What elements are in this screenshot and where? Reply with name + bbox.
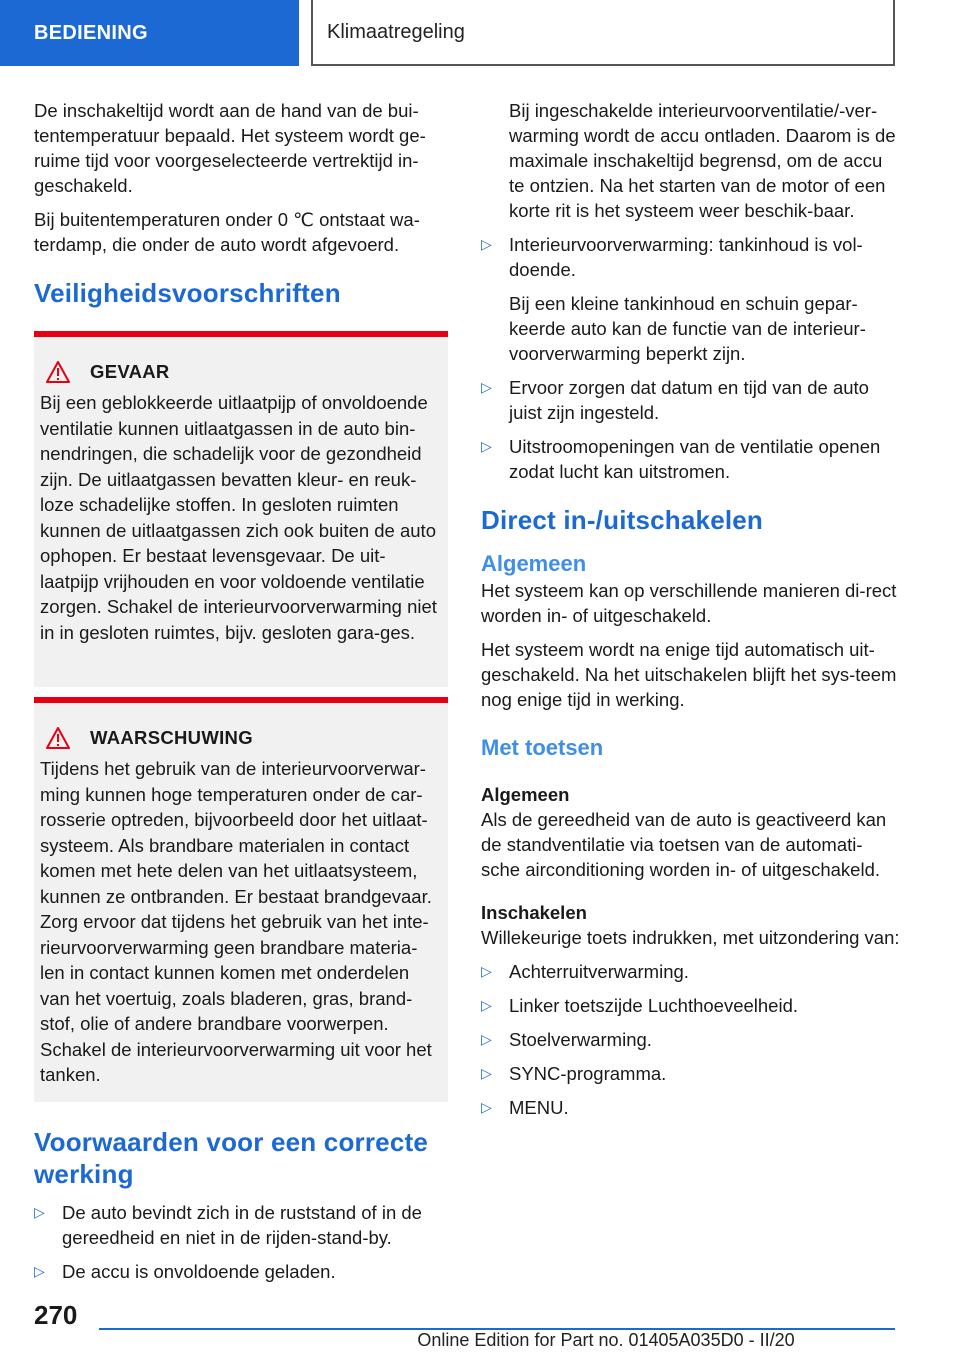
list-item: ▷ De accu is onvoldoende geladen. <box>34 1261 336 1282</box>
chapter-title: Klimaatregeling <box>327 20 465 43</box>
intro-paragraph: De inschakeltijd wordt aan de hand van de bui-tentemperatuur bepaald. Het systeem wordt ge-ruime tijd voor voorgeselecteerde vertrektijd in-geschakeld. <box>34 100 426 196</box>
general-heading: Algemeen <box>481 551 587 576</box>
conditions-list <box>34 1200 448 1284</box>
bullet-triangle-icon: ▷ <box>481 1031 492 1047</box>
buttons-heading: Met toetsen <box>481 735 604 760</box>
bullet-triangle-icon: ▷ <box>481 1099 492 1115</box>
bullet-triangle-icon: ▷ <box>481 236 492 252</box>
warning-text: Tijdens het gebruik van de interieurvoorverwar-ming kunnen hoge temperaturen onder de car-rosserie optreden, bijvoorbeeld door het uitlaat-systeem. Als brandbare materialen in contact komen met hete delen van het uitlaatsysteem, kunnen ze ontbranden. Er bestaat brandgevaar. Zorg ervoor dat tijdens het gebruik van het inte-rieurvoorverwarming geen brandbare materia-len in contact kunnen komen met onderdelen van het voertuig, zoals bladeren, gras, brand-stof, olie of andere brandbare voorwerpen. Schakel de interieurvoorverwarming uit voor het tanken. <box>40 758 432 1085</box>
section-title: BEDIENING <box>34 21 148 44</box>
right-column <box>481 98 901 1129</box>
list-item: ▷ SYNC-programma. <box>481 1063 667 1084</box>
list-item: ▷ Linker toetszijde Luchthoeveelheid. <box>481 995 798 1016</box>
list-item: ▷ MENU. <box>481 1097 569 1118</box>
general-paragraph: Het systeem kan op verschillende manieren di-rect worden in- of uitgeschakeld. <box>481 580 897 626</box>
section-tab <box>0 0 299 66</box>
bullet-triangle-icon: ▷ <box>481 438 492 454</box>
bullet-triangle-icon: ▷ <box>481 963 492 979</box>
list-item: ▷ Interieurvoorverwarming: tankinhoud is vol-doende. <box>481 234 863 280</box>
warning-box <box>34 697 448 1102</box>
bullet-triangle-icon: ▷ <box>34 1204 45 1220</box>
chapter-header <box>311 0 895 66</box>
list-item: ▷ De auto bevindt zich in de ruststand of in de gereedheid en niet in de rijden-stand-by. <box>34 1202 422 1248</box>
buttons-general-paragraph: Als de gereedheid van de auto is geactiveerd kan de standventilatie via toetsen van de automati-sche airconditioning worden in- of uitgeschakeld. <box>481 809 887 880</box>
edition-note: Online Edition for Part no. 01405A035D0 - II/20 <box>417 1330 795 1350</box>
warning-triangle-icon <box>46 361 70 383</box>
bullet-triangle-icon: ▷ <box>34 1263 45 1279</box>
left-column <box>34 98 448 1293</box>
tank-note: Bij een kleine tankinhoud en schuin gepar-keerde auto kan de functie van de interieur-voorverwarming beperkt zijn. <box>509 293 866 364</box>
page-number: 270 <box>34 1300 78 1330</box>
requirements-list <box>481 232 901 282</box>
safety-heading: Veiligheidsvoorschriften <box>34 278 341 308</box>
warning-label: WAARSCHUWING <box>90 727 253 748</box>
switch-on-heading: Inschakelen <box>481 902 587 923</box>
danger-label: GEVAAR <box>90 361 170 382</box>
warning-triangle-icon <box>46 727 70 749</box>
danger-title <box>40 359 438 384</box>
warning-title <box>40 725 438 750</box>
danger-text: Bij een geblokkeerde uitlaatpijp of onvoldoende ventilatie kunnen uitlaatgassen in de auto bin-nendringen, die schadelijk voor de gezondheid zijn. De uitlaatgassen bevatten kleur- en reuk-loze schadelijke stoffen. In gesloten ruimten kunnen de uitlaatgassen zich ook buiten de auto ophopen. Er bestaat levensgevaar. De uit-laatpijp vrijhouden en voor voldoende ventilatie zorgen. Schakel de interieurvoorverwarming niet in in gesloten ruimtes, bijv. gesloten gara-ges. <box>40 392 437 643</box>
general-paragraph: Het systeem wordt na enige tijd automatisch uit-geschakeld. Na het uitschakelen blijft het sys-teem nog enige tijd in werking. <box>481 639 897 710</box>
danger-box <box>34 331 448 687</box>
list-item: ▷ Achterruitverwarming. <box>481 961 689 982</box>
switch-on-paragraph: Willekeurige toets indrukken, met uitzondering van: <box>481 927 900 948</box>
conditions-heading: Voorwaarden voor een correcte werking <box>34 1127 429 1189</box>
intro-paragraph: Bij buitentemperaturen onder 0 ℃ ontstaat wa-terdamp, die onder de auto wordt afgevoerd. <box>34 209 420 255</box>
list-item: ▷ Stoelverwarming. <box>481 1029 652 1050</box>
list-item: ▷ Ervoor zorgen dat datum en tijd van de auto juist zijn ingesteld. <box>481 377 869 423</box>
bullet-triangle-icon: ▷ <box>481 1065 492 1081</box>
requirements-list <box>481 375 901 484</box>
exceptions-list <box>481 959 901 1120</box>
bullet-triangle-icon: ▷ <box>481 379 492 395</box>
accu-note: Bij ingeschakelde interieurvoorventilatie/-ver-warming wordt de accu ontladen. Daarom is de maximale inschakeltijd begrensd, om de accu te ontzien. Na het starten van de motor of een korte rit is het systeem weer beschik-baar. <box>509 100 896 221</box>
list-item: ▷ Uitstroomopeningen van de ventilatie openen zodat lucht kan uitstromen. <box>481 436 881 482</box>
bullet-triangle-icon: ▷ <box>481 997 492 1013</box>
buttons-general-heading: Algemeen <box>481 784 570 805</box>
direct-heading: Direct in-/uitschakelen <box>481 505 764 535</box>
